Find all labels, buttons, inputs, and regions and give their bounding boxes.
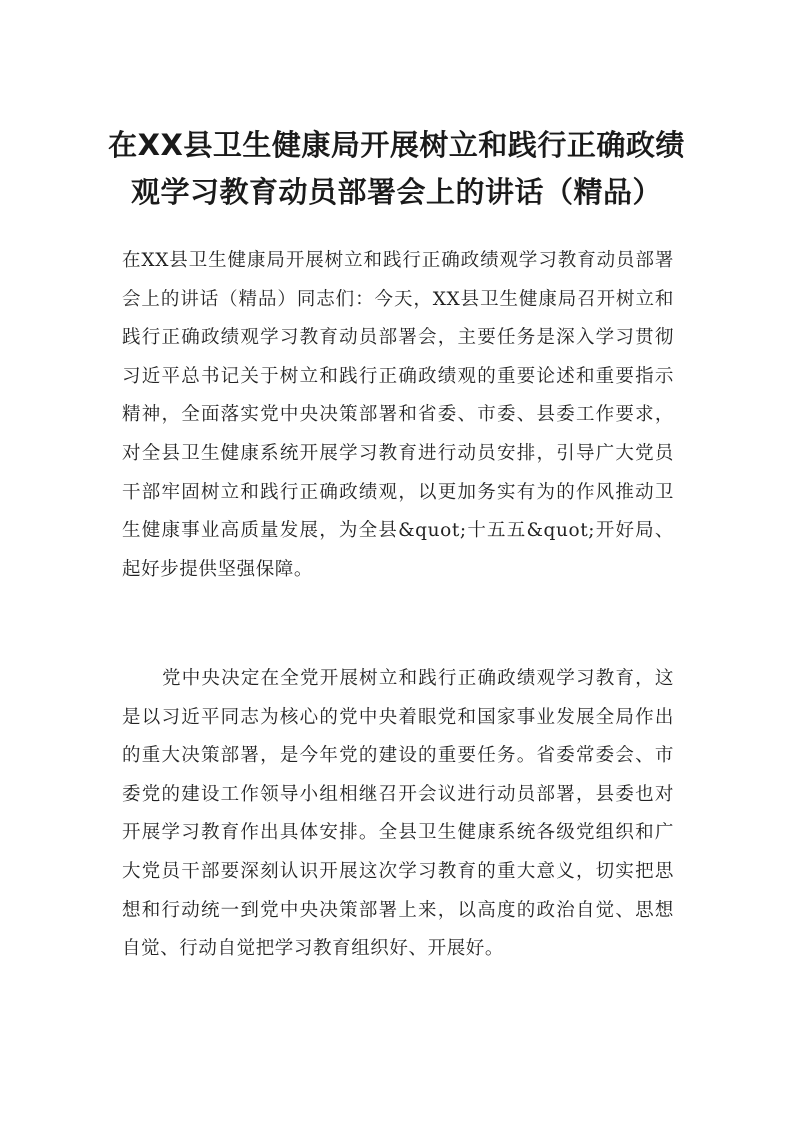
document-title: 在XX县卫生健康局开展树立和践行正确政绩观学习教育动员部署会上的讲话（精品） xyxy=(108,128,685,209)
paragraph-opening: 在XX县卫生健康局开展树立和践行正确政绩观学习教育动员部署会上的讲话（精品）同志们：今天，XX县卫生健康局召开树立和践行正确政绩观学习教育动员部署会，主要任务是深入学习贯彻习近平总书记关于树立和践行正确政绩观的重要论述和重要指示精神，全面落实党中央决策部署和省委、市委、县委工作要求，对全县卫生健康系统开展学习教育进行动员安排，引导广大党员干部牢固树立和践行正确政绩观，以更加务实有为的作风推动卫生健康事业高质量发展，为全县&quot;十五五&quot;开好局、起好步提供坚强保障。 xyxy=(122,250,674,580)
paragraph-second: 党中央决定在全党开展树立和践行正确政绩观学习教育，这是以习近平同志为核心的党中央着眼党和国家事业发展全局作出的重大决策部署，是今年党的建设的重要任务。省委常委会、市委党的建设工作领导小组相继召开会议进行动员部署，县委也对开展学习教育作出具体安排。全县卫生健康系统各级党组织和广大党员干部要深刻认识开展这次学习教育的重大意义，切实把思想和行动统一到党中央决策部署上来，以高度的政治自觉、思想自觉、行动自觉把学习教育组织好、开展好。 xyxy=(122,668,674,960)
